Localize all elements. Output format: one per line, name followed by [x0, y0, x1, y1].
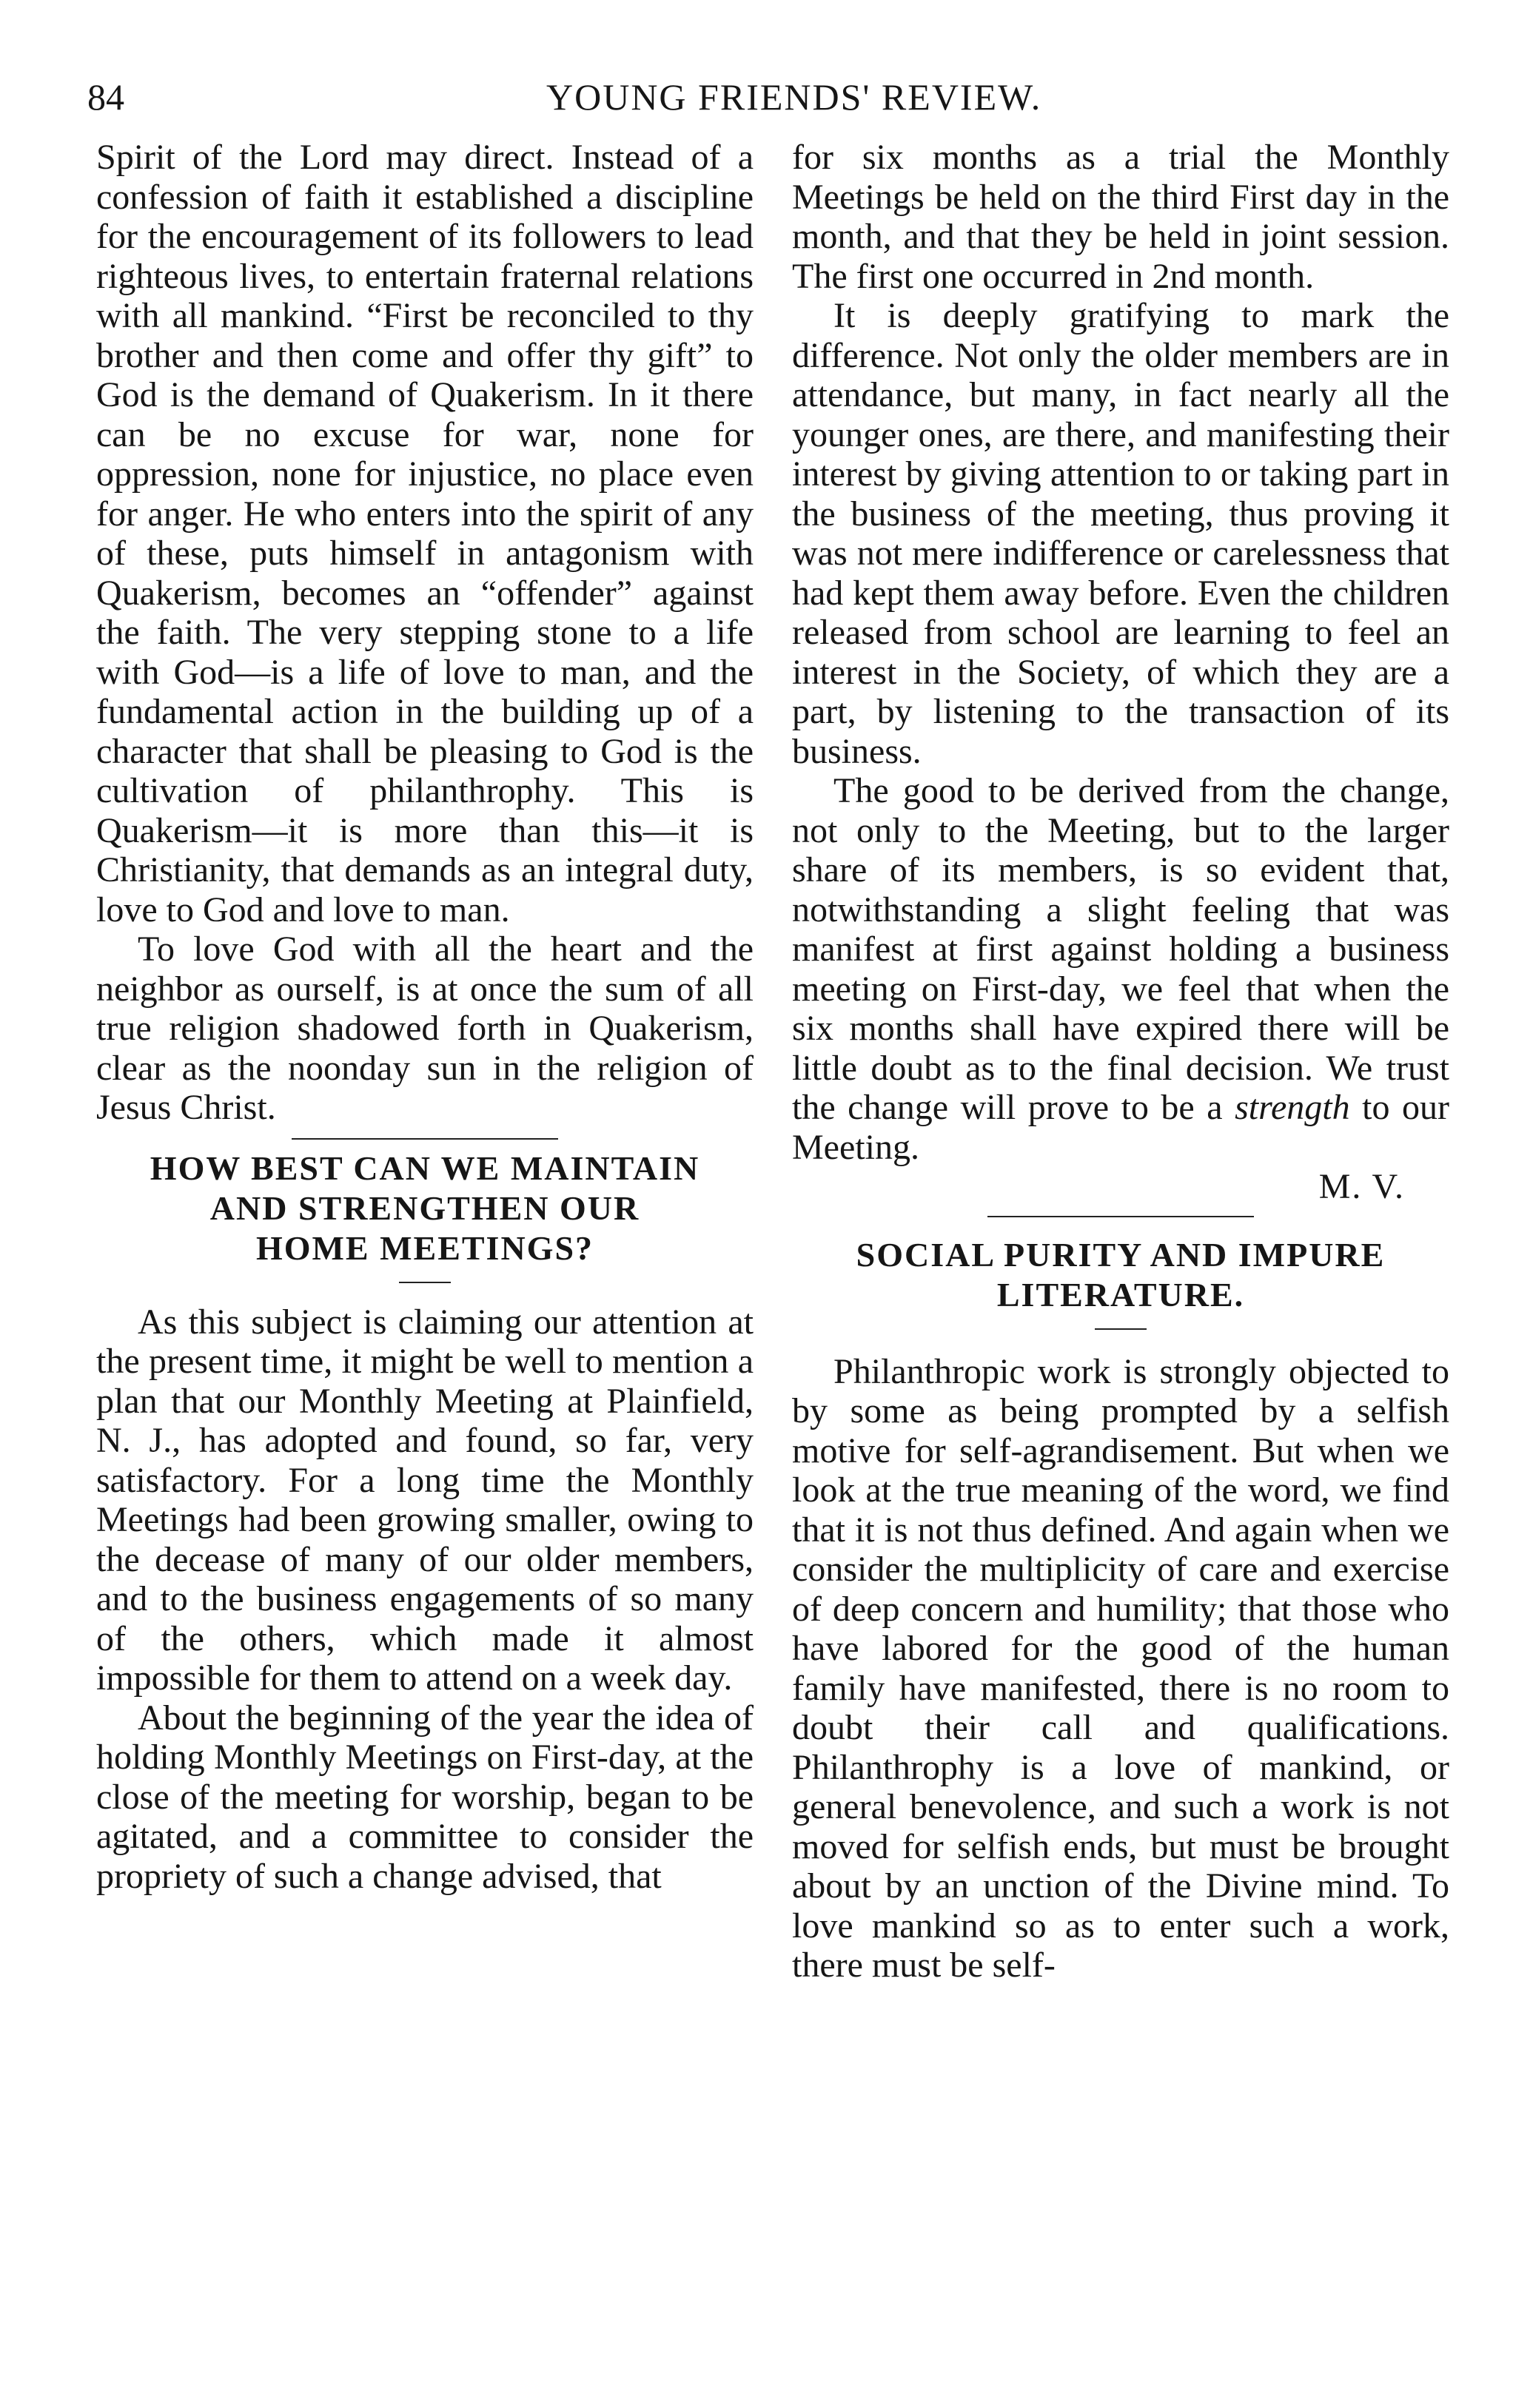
- heading-line-1: HOW BEST CAN WE MAINTAIN: [150, 1148, 700, 1187]
- page-number: 84: [87, 76, 124, 118]
- right-column: [792, 138, 1449, 1985]
- article-heading-social-purity: [792, 1235, 1449, 1315]
- left-paragraph-4: About the beginning of the year the idea of holding Monthly Meetings on First-day, at the close of the meeting for worship, began to be agitated, and a committee to consider the propriety of such a change advised, that: [96, 1698, 754, 1896]
- article-heading-home-meetings: [96, 1148, 754, 1268]
- running-head: [87, 71, 1446, 123]
- right-paragraph-3-end: to our Meeting.: [792, 1088, 1449, 1167]
- heading-line-3: HOME MEETINGS?: [255, 1228, 594, 1267]
- left-column: [96, 138, 754, 1896]
- left-paragraph-2: To love God with all the heart and the neighbor as ourself, is at once the sum of all true religion shadowed forth in Quakerism, clear as the noonday sun in the religion of Jesus Christ.: [96, 929, 754, 1127]
- journal-title: YOUNG FRIENDS' REVIEW.: [546, 76, 1042, 118]
- right-paragraph-3: [792, 771, 1449, 1167]
- author-signature: M. V.: [1318, 1167, 1405, 1206]
- left-paragraph-3: As this subject is claiming our attention at the present time, it might be well to mention a plan that our Monthly Meeting at Plainfield, N. J., has adopted and found, so far, very satisfactory. For a long time the Monthly Meetings had been growing smaller, owing to the decease of many of our older members, and to the business engagements of so many of the others, which made it almost impossible for them to attend on a week day.: [96, 1302, 754, 1698]
- right-paragraph-4: Philanthropic work is strongly objected to by some as being prompted by a selfish motive for self-agrandisement. But when we look at the true meaning of the word, we find that it is not thus defined. And again when we consider the multiplicity of care and exercise of deep concern and humility; that those who have labored for the good of the human family have manifested, there is no room to doubt their call and qualifications. Philanthrophy is a love of mankind, or general benevolence, and such a work is not moved for selfish ends, but must be brought about by an unction of the Divine mind. To love mankind so as to enter such a work, there must be self-: [792, 1351, 1449, 1985]
- left-paragraph-1: Spirit of the Lord may direct. Instead of a confession of faith it established a discipline for the encouragement of its followers to lead righteous lives, to entertain fraternal relations with all mankind. “First be reconciled to thy brother and then come and offer thy gift” to God is the demand of Quakerism. In it there can be no excuse for war, none for oppression, none for injustice, no place even for anger. He who enters into the spirit of any of these, puts himself in antagonism with Quakerism, becomes an “offender” against the faith. The very stepping stone to a life with God—is a life of love to man, and the fundamental action in the building up of a character that shall be pleasing to God is the cultivation of philanthrophy. This is Quakerism—it is more than this—it is Christianity, that demands as an integral duty, love to God and love to man.: [96, 138, 754, 929]
- heading-line-1: SOCIAL PURITY AND IMPURE: [856, 1235, 1386, 1274]
- right-paragraph-3-text: The good to be derived from the change, not only to the Meeting, but to the larger share of its members, is so evident that, notwithstanding a slight feeling that was manifest at first against holding a business meeting on First-day, we feel that when the six months shall have expired there will be little doubt as to the final decision. We trust the change will prove to be a: [792, 771, 1449, 1127]
- right-paragraph-3-emphasis: strength: [1235, 1088, 1350, 1127]
- heading-line-2: AND STRENGTHEN OUR: [209, 1188, 640, 1227]
- right-paragraph-1: for six months as a trial the Monthly Meetings be held on the third First day in the month, and that they be held in joint session. The first one occurred in 2nd month.: [792, 138, 1449, 296]
- heading-line-2: LITERATURE.: [996, 1275, 1245, 1314]
- right-paragraph-2: It is deeply gratifying to mark the difference. Not only the older members are in attendance, but many, in fact nearly all the younger ones, are there, and manifesting their interest by giving attention to or taking part in the business of the meeting, thus proving it was not mere indifference or carelessness that had kept them away before. Even the children released from school are learning to feel an interest in the Society, of which they are a part, by listening to the transaction of its business.: [792, 296, 1449, 771]
